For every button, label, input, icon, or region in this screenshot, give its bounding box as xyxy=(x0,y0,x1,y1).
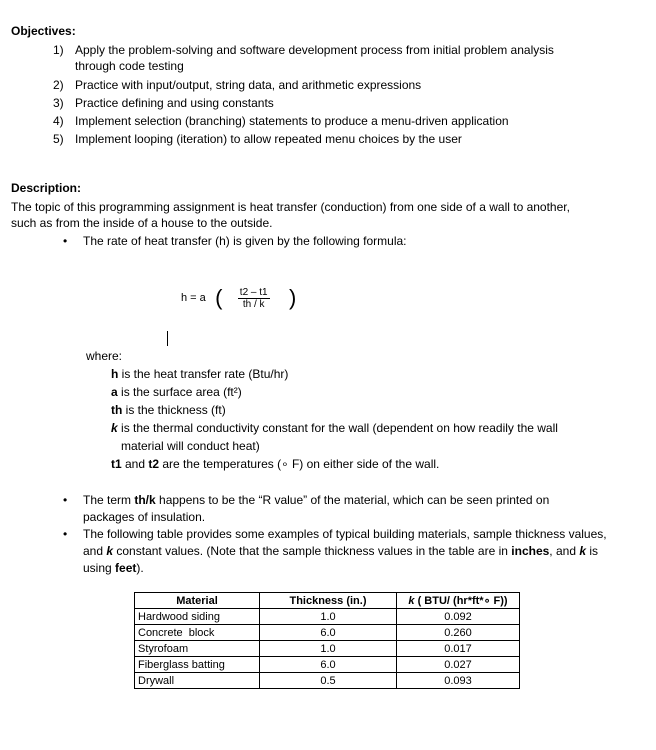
formula-denominator: th / k xyxy=(242,298,265,310)
table-intro-bullet-line2: and k constant values. (Note that the sample thickness values in the table are in inches, and k is xyxy=(83,544,599,558)
where-label: where: xyxy=(86,349,123,363)
table-row: Drywall 0.5 0.093 xyxy=(135,673,520,689)
r-value-bullet-cont: packages of insulation. xyxy=(83,510,206,524)
formula-lhs: h = a xyxy=(181,292,206,304)
objective-item-2: 2) Practice with input/output, string data, and arithmetic expressions xyxy=(53,78,422,92)
formula-numerator: t2 – t1 xyxy=(239,286,268,298)
close-paren: ) xyxy=(288,285,297,310)
table-header-row xyxy=(135,593,520,609)
objective-item-4: 4) Implement selection (branching) statements to produce a menu-driven application xyxy=(53,114,509,128)
definition-h: h is the heat transfer rate (Btu/hr) xyxy=(111,367,289,381)
r-value-bullet: • The term th/k happens to be the “R value” of the material, which can be seen printed on xyxy=(63,493,550,507)
bullet-icon: • xyxy=(63,527,68,541)
table-row: Fiberglass batting 6.0 0.027 xyxy=(135,657,520,673)
table-row: Styrofoam 1.0 0.017 xyxy=(135,641,520,657)
objective-item-1: 1) Apply the problem-solving and software development process from initial problem analysis xyxy=(53,43,554,57)
objective-item-1-cont: through code testing xyxy=(75,59,184,73)
header-material: Material xyxy=(135,593,260,609)
bullet-icon: • xyxy=(63,493,68,507)
table-row: Concrete block 6.0 0.260 xyxy=(135,625,520,641)
description-paragraph-line2: such as from the inside of a house to the outside. xyxy=(11,216,273,230)
table-row: Hardwood siding 1.0 0.092 xyxy=(135,609,520,625)
bullet-icon: • xyxy=(63,234,68,248)
formula-fraction xyxy=(238,287,270,310)
objective-item-5: 5) Implement looping (iteration) to allow repeated menu choices by the user xyxy=(53,132,462,146)
table-intro-bullet: • The following table provides some examples of typical building materials, sample thickness values, xyxy=(63,527,607,541)
objectives-heading: Objectives: xyxy=(11,24,76,38)
definition-k: k is the thermal conductivity constant for the wall (dependent on how readily the wall xyxy=(111,421,558,435)
open-paren: ( xyxy=(215,285,223,310)
definition-k-cont: material will conduct heat) xyxy=(121,439,260,453)
description-heading: Description: xyxy=(11,181,82,195)
text-cursor xyxy=(167,331,168,346)
objective-item-3: 3) Practice defining and using constants xyxy=(53,96,274,110)
materials-table xyxy=(134,592,520,689)
definition-t1-t2: t1 and t2 are the temperatures (∘ F) on either side of the wall. xyxy=(111,457,440,471)
header-k: k ( BTU/ (hr*ft*∘ F)) xyxy=(397,593,520,609)
header-thickness: Thickness (in.) xyxy=(260,593,397,609)
heat-transfer-formula xyxy=(181,285,296,311)
definition-a: a is the surface area (ft²) xyxy=(111,385,242,399)
definition-th: th is the thickness (ft) xyxy=(111,403,226,417)
formula-intro-bullet: • The rate of heat transfer (h) is given by the following formula: xyxy=(63,234,407,248)
description-paragraph-line1: The topic of this programming assignment is heat transfer (conduction) from one side of a wall to another, xyxy=(11,200,570,214)
table-intro-bullet-line3: using feet). xyxy=(83,561,144,575)
